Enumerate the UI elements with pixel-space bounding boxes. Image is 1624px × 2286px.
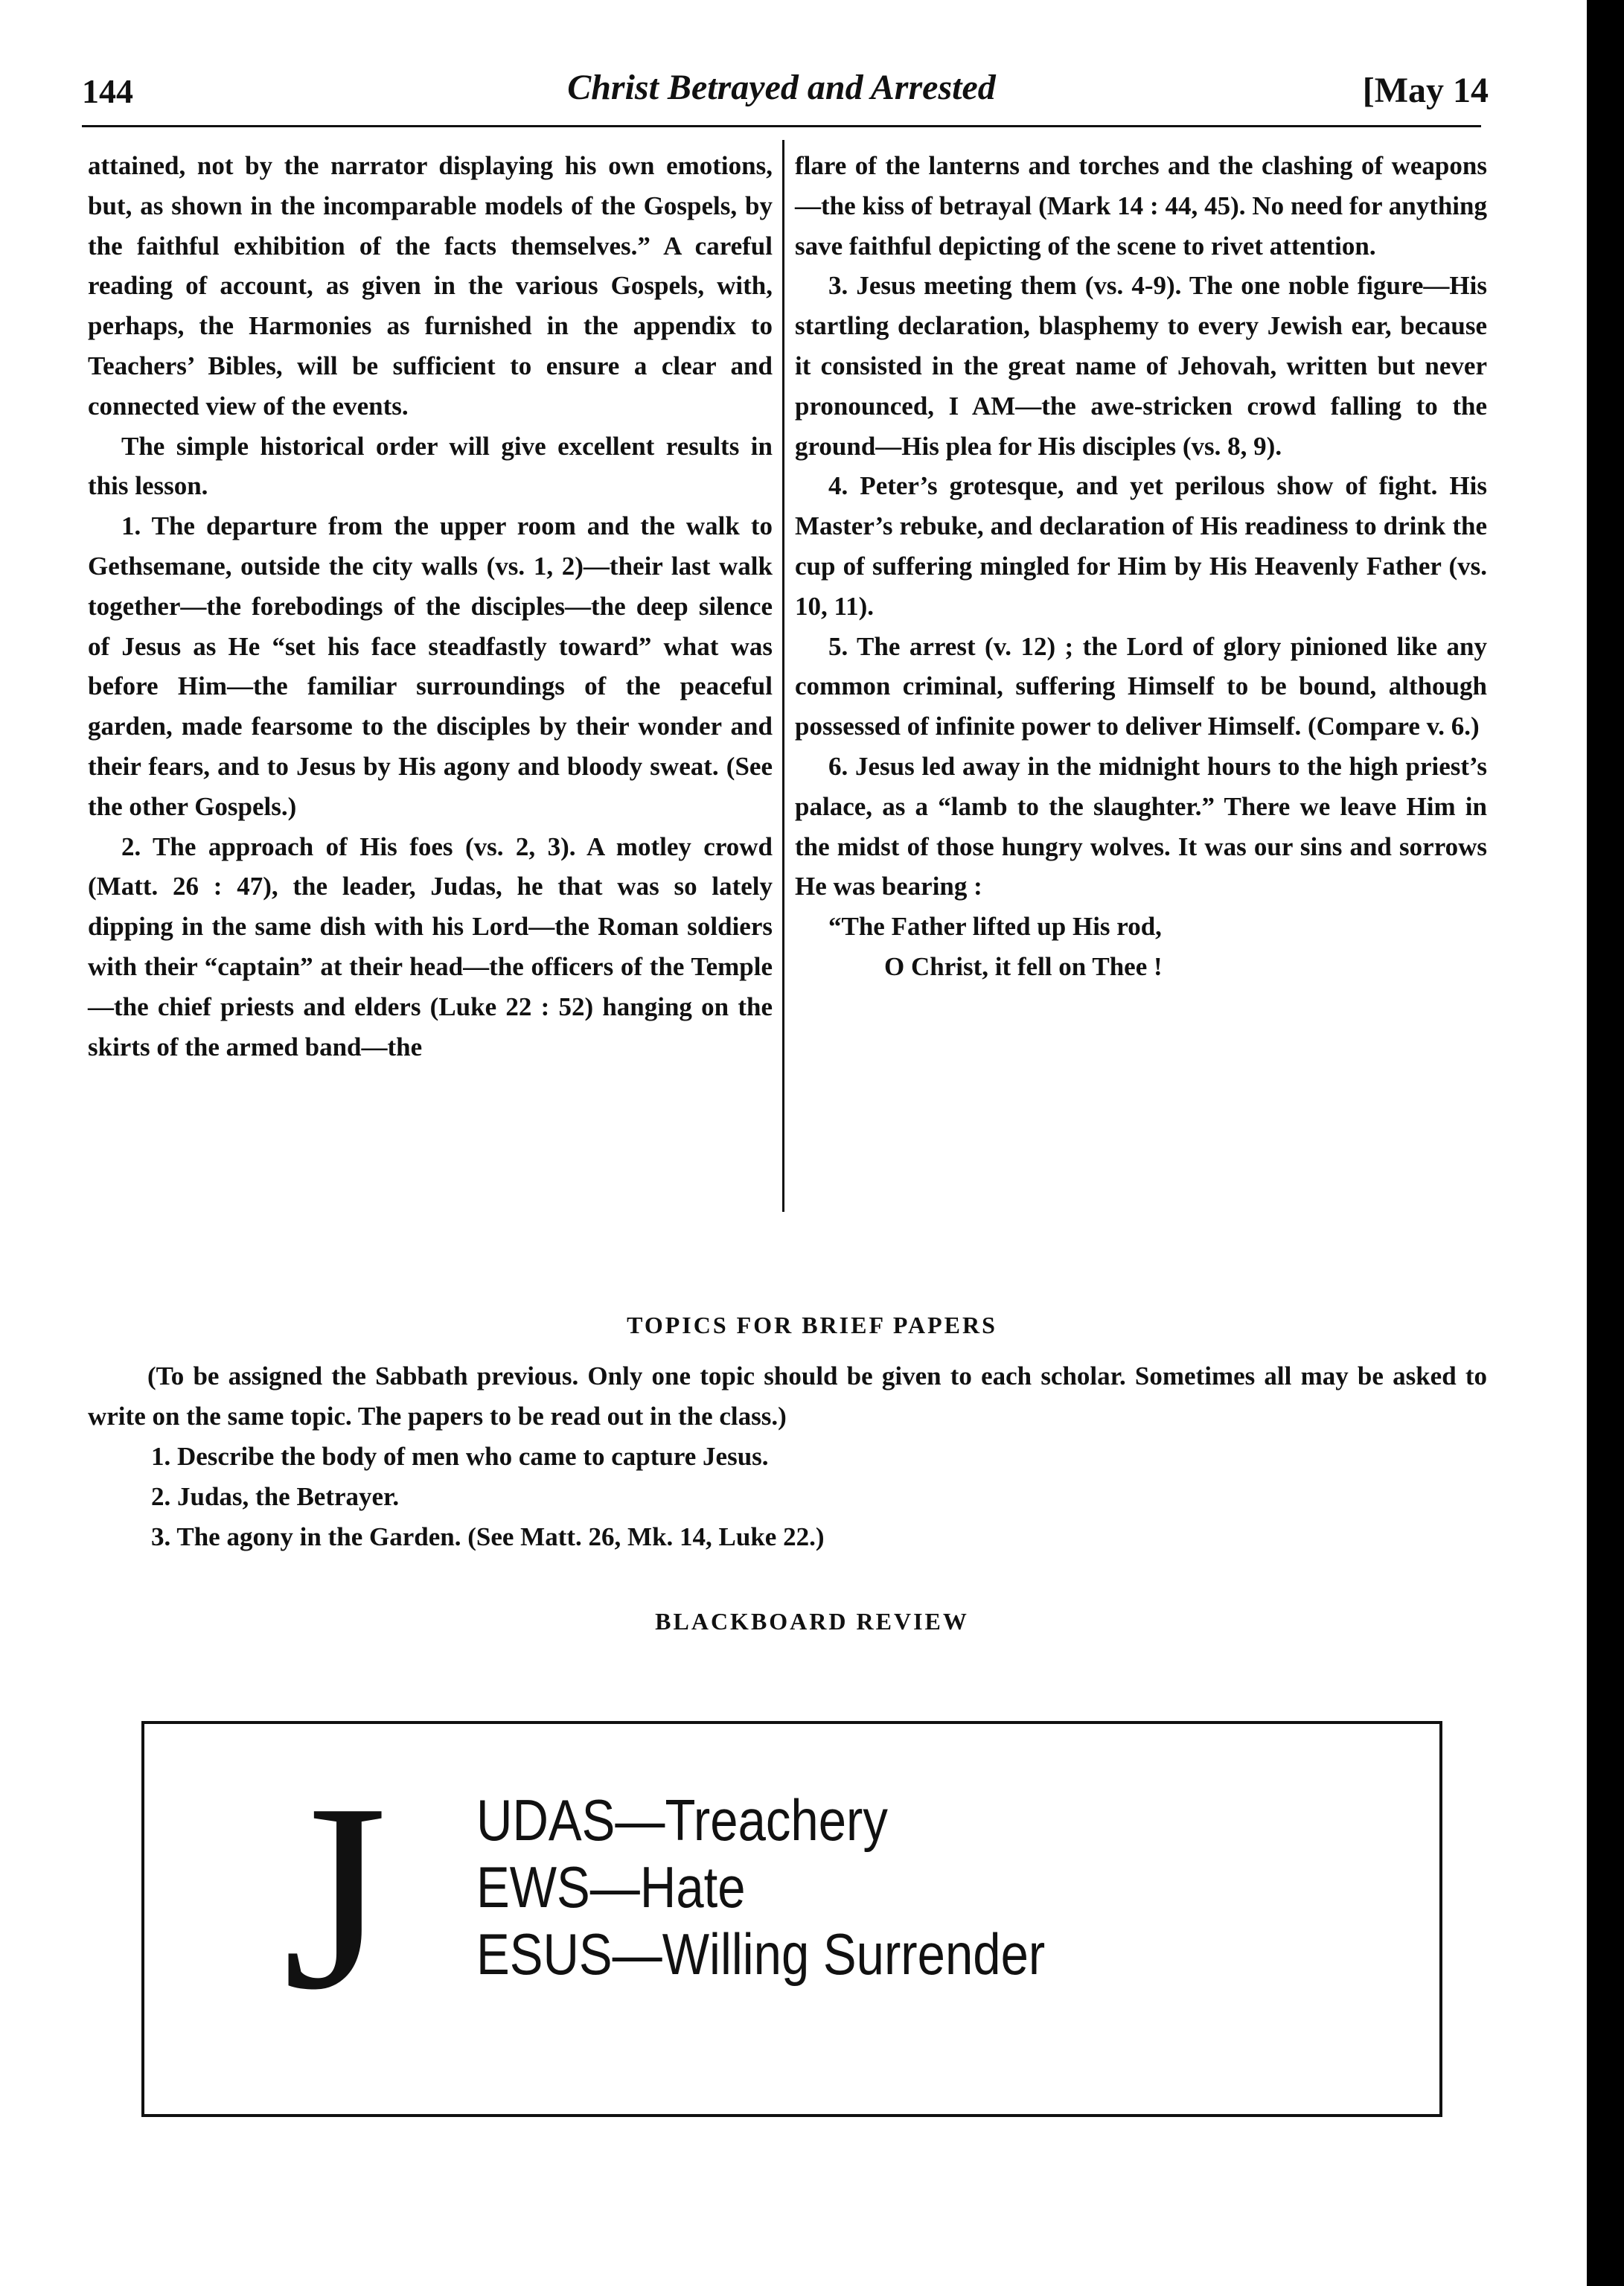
blackboard-initial: J: [283, 1748, 388, 2045]
running-header: [74, 67, 1489, 127]
paragraph: attained, not by the narrator displaying his own emotions, but, as shown in the incomparable models of the Gospels, by the faithful exhibition of the facts themselves.” A careful reading of account, as given in the various Gospels, with, perhaps, the Harmonies as furnished in the appendix to Teachers’ Bibles, will be sufficient to ensure a clear and connected view of the events.: [88, 151, 773, 421]
verse-line: O Christ, it fell on Thee !: [884, 951, 1163, 981]
paragraph: 5. The arrest (v. 12) ; the Lord of glory pinioned like any common criminal, suffering Himself to be bound, although possessed of infinite power to deliver Himself. (Compare v. 6.): [795, 631, 1487, 741]
column-rule: [782, 140, 784, 1212]
page-title: Christ Betrayed and Arrested: [567, 68, 996, 107]
blackboard-heading: BLACKBOARD REVIEW: [655, 1608, 969, 1635]
topics-heading: TOPICS FOR BRIEF PAPERS: [627, 1312, 997, 1338]
verse-line: “The Father lifted up His rod,: [828, 912, 1162, 942]
blackboard-line: ESUS—Willing Surrender: [476, 1921, 1046, 1987]
topics-section: [88, 1356, 1487, 1557]
left-column: [88, 146, 773, 1067]
topic-item: 1. Describe the body of men who came to capture Jesus.: [151, 1442, 769, 1471]
blackboard-line: EWS—Hate: [476, 1854, 746, 1920]
paragraph: flare of the lanterns and torches and the clashing of weapons—the kiss of betrayal (Mark 14 : 44, 45). No need for anything save faithful depicting of the scene to rivet attention.: [795, 151, 1487, 261]
header-rule: [82, 125, 1481, 127]
paragraph: 3. Jesus meeting them (vs. 4-9). The one noble figure—His startling declaration, blasphemy to every Jewish ear, because it consisted in the great name of Jehovah, written but never pronounced, I AM—the awe-stricken crowd falling to the ground—His plea for His disciples (vs. 8, 9).: [795, 271, 1487, 461]
blackboard-line: UDAS—Treachery: [476, 1787, 888, 1853]
paragraph: The simple historical order will give excellent results in this lesson.: [88, 431, 773, 501]
paragraph: 2. The approach of His foes (vs. 2, 3). A motley crowd (Matt. 26 : 47), the leader, Judas, he that was so lately dipping in the same dish with his Lord—the Roman soldiers with their “captain” at their head—the officers of the Temple—the chief priests and elders (Luke 22 : 52) hanging on the skirts of the armed band—the: [88, 831, 773, 1061]
paragraph: 1. The departure from the upper room and the walk to Gethsemane, outside the city walls (vs. 1, 2)—their last walk together—the forebodings of the disciples—the deep silence of Jesus as He “set his face steadfastly toward” what was before Him—the familiar surroundings of the peaceful garden, made fearsome to the disciples by their wonder and their fears, and to Jesus by His agony and bloody sweat. (See the other Gospels.): [88, 511, 773, 821]
right-column: [795, 146, 1487, 987]
issue-date: [May 14: [1362, 71, 1489, 110]
topic-item: 3. The agony in the Garden. (See Matt. 26, Mk. 14, Luke 22.): [151, 1522, 825, 1551]
scan-edge-bar: [1587, 0, 1624, 2286]
paragraph: 4. Peter’s grotesque, and yet perilous show of fight. His Master’s rebuke, and declaration of His readiness to drink the cup of suffering mingled for Him by His Heavenly Father (vs. 10, 11).: [795, 471, 1487, 621]
blackboard-lines: [476, 1787, 1045, 1988]
topic-item: 2. Judas, the Betrayer.: [151, 1482, 400, 1511]
paragraph: 6. Jesus led away in the midnight hours to the high priest’s palace, as a “lamb to the slaughter.” There we leave Him in the midst of those hungry wolves. It was our sins and sorrows He was bearing :: [795, 751, 1487, 901]
page-number: 144: [82, 72, 133, 110]
topics-intro: (To be assigned the Sabbath previous. Only one topic should be given to each scholar. Sometimes all may be asked to write on the same topic. The papers to be read out in the class.): [88, 1361, 1487, 1431]
